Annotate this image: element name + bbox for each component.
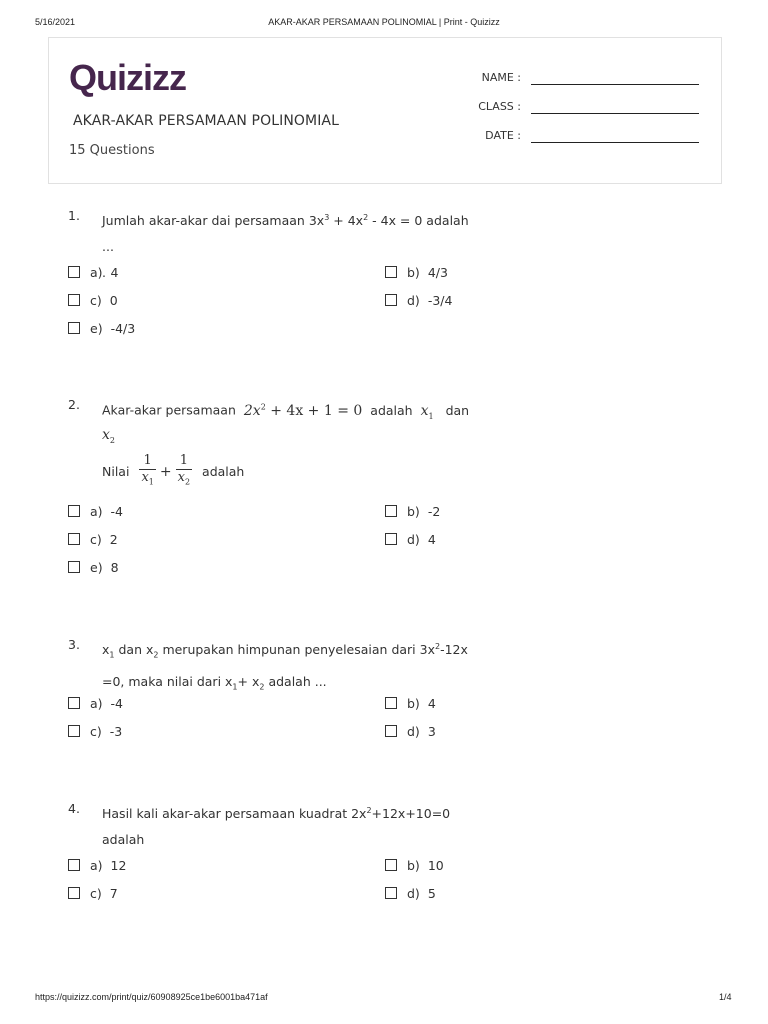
print-title: AKAR-AKAR PERSAMAAN POLINOMIAL | Print - Quizizz [268, 17, 500, 27]
checkbox[interactable] [68, 887, 80, 899]
checkbox[interactable] [385, 505, 397, 517]
checkbox[interactable] [68, 561, 80, 573]
checkbox[interactable] [68, 697, 80, 709]
checkbox[interactable] [68, 533, 80, 545]
option-b[interactable]: b) 4/3 [385, 264, 448, 280]
option-c[interactable]: c) 7 [68, 885, 118, 901]
quiz-header-card [48, 37, 722, 184]
checkbox[interactable] [68, 322, 80, 334]
option-d[interactable]: d) 4 [385, 531, 436, 547]
date-line [531, 142, 699, 143]
question-text: Akar-akar persamaan $2x^2 + 4x + 1 = 0$ adalah $x_1$ dan $x_2$ Nilai $\frac{1}{x_1}$ + $\frac{1}{x_2}$ adalah [102, 402, 470, 487]
name-line [531, 84, 699, 85]
print-url: https://quizizz.com/print/quiz/60908925ce1be6001ba471af [35, 992, 268, 1002]
option-a[interactable]: a) 4 [68, 264, 119, 280]
checkbox[interactable] [385, 533, 397, 545]
checkbox[interactable] [385, 725, 397, 737]
checkbox[interactable] [385, 294, 397, 306]
class-line [531, 113, 699, 114]
option-b[interactable]: b) 4 [385, 695, 436, 711]
option-e[interactable]: e) 8 [68, 559, 119, 575]
option-a[interactable]: a) 12 [68, 857, 126, 873]
checkbox[interactable] [68, 294, 80, 306]
checkbox[interactable] [68, 725, 80, 737]
checkbox[interactable] [385, 697, 397, 709]
class-field[interactable] [469, 100, 709, 120]
print-date: 5/16/2021 [35, 17, 76, 27]
option-a[interactable]: a) -4 [68, 695, 123, 711]
question-count: 15 Questions [69, 143, 155, 158]
class-label: CLASS : [478, 100, 521, 113]
question-text: Jumlah akar-akar dai persamaan $3x^3 + 4x^2 - 4x = 0$ adalah ... . [102, 213, 469, 281]
option-c[interactable]: c) -3 [68, 723, 122, 739]
question-number: 4. [68, 801, 80, 816]
option-d[interactable]: d) 3 [385, 723, 436, 739]
option-b[interactable]: b) -2 [385, 503, 440, 519]
name-field[interactable] [469, 71, 709, 91]
question-text: $x_1$ dan $x_2$ merupakan himpunan penyelesaian dari $3x^2-12x$ =0, maka nilai dari $x_1+ x_2$ adalah ... [102, 642, 468, 692]
checkbox[interactable] [68, 505, 80, 517]
checkbox[interactable] [385, 266, 397, 278]
question-number: 1. [68, 208, 80, 223]
checkbox[interactable] [385, 887, 397, 899]
option-a[interactable]: a) -4 [68, 503, 123, 519]
option-c[interactable]: c) 0 [68, 292, 118, 308]
date-field[interactable] [469, 129, 709, 149]
checkbox[interactable] [68, 266, 80, 278]
question-text: Hasil kali akar-akar persamaan kuadrat $2x^2+12x+10=0$ adalah [102, 806, 451, 848]
option-d[interactable]: d) -3/4 [385, 292, 452, 308]
question-number: 3. [68, 637, 80, 652]
date-label: DATE : [485, 129, 521, 142]
page-number: 1/4 [719, 992, 732, 1002]
option-d[interactable]: d) 5 [385, 885, 436, 901]
question-number: 2. [68, 397, 80, 412]
option-b[interactable]: b) 10 [385, 857, 444, 873]
quizizz-logo [69, 58, 199, 98]
logo-text: Quizizz [69, 58, 186, 98]
name-label: NAME : [481, 71, 521, 84]
option-e[interactable]: e) -4/3 [68, 320, 135, 336]
quiz-title: AKAR-AKAR PERSAMAAN POLINOMIAL [73, 113, 340, 129]
print-header [0, 17, 768, 31]
checkbox[interactable] [385, 859, 397, 871]
checkbox[interactable] [68, 859, 80, 871]
option-c[interactable]: c) 2 [68, 531, 118, 547]
